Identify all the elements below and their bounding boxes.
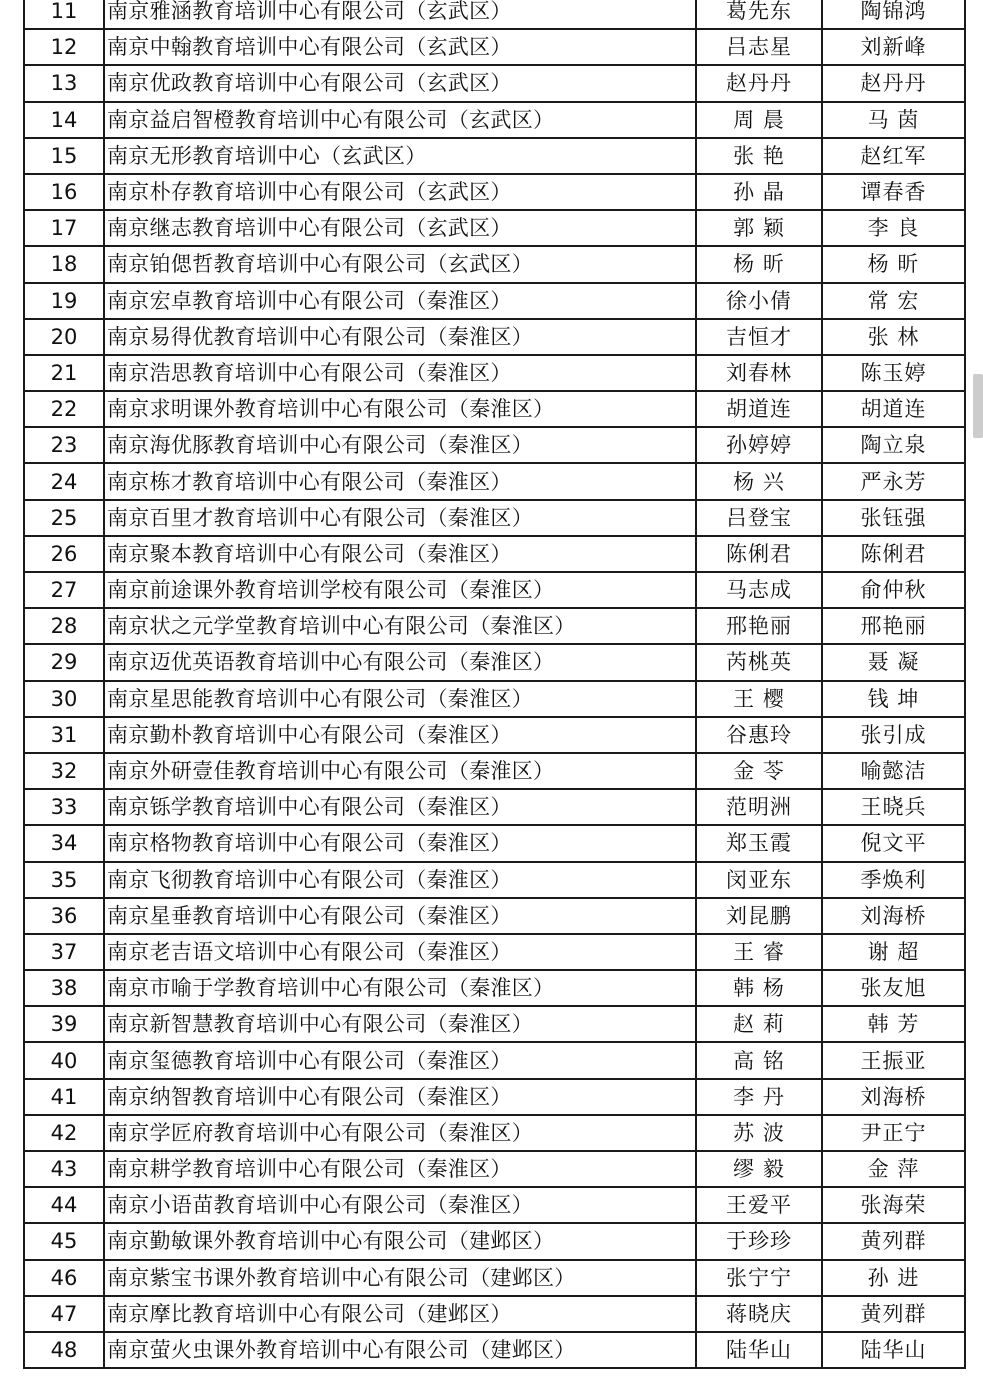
person-primary: 谷惠玲 — [696, 717, 822, 753]
person-primary: 郑玉霞 — [696, 825, 822, 861]
person-primary: 苏 波 — [696, 1115, 822, 1151]
table-row — [24, 0, 965, 29]
person-primary: 刘春林 — [696, 355, 822, 391]
person-primary: 芮桃英 — [696, 644, 822, 680]
person-secondary: 钱 坤 — [822, 681, 965, 717]
institution-name: 南京无形教育培训中心（玄武区） — [104, 138, 696, 174]
row-number: 14 — [24, 102, 104, 138]
scrollbar-thumb[interactable] — [973, 374, 983, 438]
institution-name: 南京纳智教育培训中心有限公司（秦淮区） — [104, 1079, 696, 1115]
row-number: 13 — [24, 65, 104, 101]
row-number: 46 — [24, 1260, 104, 1296]
institution-name: 南京小语苗教育培训中心有限公司（秦淮区） — [104, 1187, 696, 1223]
person-secondary: 张 林 — [822, 319, 965, 355]
person-secondary: 黄列群 — [822, 1223, 965, 1259]
person-primary: 范明洲 — [696, 789, 822, 825]
row-number: 30 — [24, 681, 104, 717]
person-primary: 赵 莉 — [696, 1006, 822, 1042]
institution-name: 南京铂偲哲教育培训中心有限公司（玄武区） — [104, 246, 696, 282]
person-primary: 韩 杨 — [696, 970, 822, 1006]
table-row — [24, 391, 965, 427]
row-number: 35 — [24, 862, 104, 898]
institution-name: 南京老吉语文培训中心有限公司（秦淮区） — [104, 934, 696, 970]
institution-name: 南京摩比教育培训中心有限公司（建邺区） — [104, 1296, 696, 1332]
person-secondary: 喻懿洁 — [822, 753, 965, 789]
table-row — [24, 1115, 965, 1151]
roster-table-body — [24, 0, 965, 1368]
row-number: 41 — [24, 1079, 104, 1115]
institution-name: 南京星思能教育培训中心有限公司（秦淮区） — [104, 681, 696, 717]
person-secondary: 陶锦鸿 — [822, 0, 965, 29]
person-secondary: 陈玉婷 — [822, 355, 965, 391]
person-primary: 蒋晓庆 — [696, 1296, 822, 1332]
table-row — [24, 862, 965, 898]
row-number: 22 — [24, 391, 104, 427]
person-secondary: 尹正宁 — [822, 1115, 965, 1151]
person-secondary: 陈俐君 — [822, 536, 965, 572]
person-primary: 吕登宝 — [696, 500, 822, 536]
institution-name: 南京新智慧教育培训中心有限公司（秦淮区） — [104, 1006, 696, 1042]
row-number: 37 — [24, 934, 104, 970]
person-primary: 陆华山 — [696, 1332, 822, 1368]
table-row — [24, 934, 965, 970]
table-row — [24, 1223, 965, 1259]
table-row — [24, 1332, 965, 1368]
institution-name: 南京聚本教育培训中心有限公司（秦淮区） — [104, 536, 696, 572]
table-row — [24, 970, 965, 1006]
person-primary: 徐小倩 — [696, 283, 822, 319]
table-row — [24, 644, 965, 680]
person-primary: 于珍珍 — [696, 1223, 822, 1259]
row-number: 36 — [24, 898, 104, 934]
row-number: 24 — [24, 463, 104, 499]
institution-name: 南京前途课外教育培训学校有限公司（秦淮区） — [104, 572, 696, 608]
institution-name: 南京紫宝书课外教育培训中心有限公司（建邺区） — [104, 1260, 696, 1296]
institution-name: 南京中翰教育培训中心有限公司（玄武区） — [104, 29, 696, 65]
table-row — [24, 65, 965, 101]
person-secondary: 张引成 — [822, 717, 965, 753]
table-row — [24, 500, 965, 536]
table-row — [24, 717, 965, 753]
row-number: 25 — [24, 500, 104, 536]
row-number: 44 — [24, 1187, 104, 1223]
table-row — [24, 1079, 965, 1115]
row-number: 23 — [24, 427, 104, 463]
table-row — [24, 427, 965, 463]
table-row — [24, 825, 965, 861]
table-row — [24, 681, 965, 717]
row-number: 18 — [24, 246, 104, 282]
table-row — [24, 246, 965, 282]
institution-name: 南京求明课外教育培训中心有限公司（秦淮区） — [104, 391, 696, 427]
person-primary: 王爱平 — [696, 1187, 822, 1223]
person-primary: 缪 毅 — [696, 1151, 822, 1187]
row-number: 27 — [24, 572, 104, 608]
person-secondary: 孙 进 — [822, 1260, 965, 1296]
row-number: 29 — [24, 644, 104, 680]
person-primary: 刘昆鹏 — [696, 898, 822, 934]
person-primary: 王 睿 — [696, 934, 822, 970]
row-number: 31 — [24, 717, 104, 753]
person-primary: 张 艳 — [696, 138, 822, 174]
person-primary: 孙婷婷 — [696, 427, 822, 463]
person-secondary: 王晓兵 — [822, 789, 965, 825]
table-row — [24, 138, 965, 174]
row-number: 39 — [24, 1006, 104, 1042]
institution-name: 南京星垂教育培训中心有限公司（秦淮区） — [104, 898, 696, 934]
person-primary: 孙 晶 — [696, 174, 822, 210]
row-number: 33 — [24, 789, 104, 825]
row-number: 34 — [24, 825, 104, 861]
table-row — [24, 536, 965, 572]
person-primary: 杨 昕 — [696, 246, 822, 282]
person-secondary: 陶立泉 — [822, 427, 965, 463]
institution-name: 南京益启智橙教育培训中心有限公司（玄武区） — [104, 102, 696, 138]
table-row — [24, 29, 965, 65]
table-row — [24, 319, 965, 355]
row-number: 12 — [24, 29, 104, 65]
institution-name: 南京朴存教育培训中心有限公司（玄武区） — [104, 174, 696, 210]
person-primary: 邢艳丽 — [696, 608, 822, 644]
person-primary: 马志成 — [696, 572, 822, 608]
person-secondary: 谭春香 — [822, 174, 965, 210]
table-row — [24, 174, 965, 210]
table-row — [24, 789, 965, 825]
row-number: 47 — [24, 1296, 104, 1332]
table-row — [24, 1042, 965, 1078]
institution-name: 南京格物教育培训中心有限公司（秦淮区） — [104, 825, 696, 861]
row-number: 16 — [24, 174, 104, 210]
institution-name: 南京外研壹佳教育培训中心有限公司（秦淮区） — [104, 753, 696, 789]
person-primary: 高 铭 — [696, 1042, 822, 1078]
row-number: 32 — [24, 753, 104, 789]
person-primary: 王 樱 — [696, 681, 822, 717]
person-primary: 陈俐君 — [696, 536, 822, 572]
table-row — [24, 463, 965, 499]
table-row — [24, 210, 965, 246]
person-secondary: 刘海桥 — [822, 1079, 965, 1115]
institution-name: 南京易得优教育培训中心有限公司（秦淮区） — [104, 319, 696, 355]
row-number: 20 — [24, 319, 104, 355]
person-secondary: 赵丹丹 — [822, 65, 965, 101]
institution-name: 南京耕学教育培训中心有限公司（秦淮区） — [104, 1151, 696, 1187]
person-secondary: 俞仲秋 — [822, 572, 965, 608]
row-number: 45 — [24, 1223, 104, 1259]
row-number: 43 — [24, 1151, 104, 1187]
table-row — [24, 608, 965, 644]
person-secondary: 杨 昕 — [822, 246, 965, 282]
person-primary: 金 苓 — [696, 753, 822, 789]
institution-name: 南京状之元学堂教育培训中心有限公司（秦淮区） — [104, 608, 696, 644]
institution-name: 南京优政教育培训中心有限公司（玄武区） — [104, 65, 696, 101]
row-number: 42 — [24, 1115, 104, 1151]
person-secondary: 胡道连 — [822, 391, 965, 427]
person-primary: 胡道连 — [696, 391, 822, 427]
person-secondary: 严永芳 — [822, 463, 965, 499]
person-secondary: 张钰强 — [822, 500, 965, 536]
row-number: 19 — [24, 283, 104, 319]
institution-name: 南京学匠府教育培训中心有限公司（秦淮区） — [104, 1115, 696, 1151]
row-number: 26 — [24, 536, 104, 572]
person-secondary: 王振亚 — [822, 1042, 965, 1078]
person-secondary: 韩 芳 — [822, 1006, 965, 1042]
table-row — [24, 898, 965, 934]
person-secondary: 陆华山 — [822, 1332, 965, 1368]
row-number: 21 — [24, 355, 104, 391]
institution-name: 南京勤朴教育培训中心有限公司（秦淮区） — [104, 717, 696, 753]
institution-name: 南京迈优英语教育培训中心有限公司（秦淮区） — [104, 644, 696, 680]
row-number: 11 — [24, 0, 104, 29]
table-row — [24, 753, 965, 789]
row-number: 48 — [24, 1332, 104, 1368]
table-row — [24, 1187, 965, 1223]
person-primary: 闵亚东 — [696, 862, 822, 898]
person-primary: 吉恒才 — [696, 319, 822, 355]
table-row — [24, 355, 965, 391]
table-row — [24, 1296, 965, 1332]
person-secondary: 常 宏 — [822, 283, 965, 319]
person-primary: 吕志星 — [696, 29, 822, 65]
institution-name: 南京栋才教育培训中心有限公司（秦淮区） — [104, 463, 696, 499]
person-primary: 葛先东 — [696, 0, 822, 29]
row-number: 40 — [24, 1042, 104, 1078]
table-row — [24, 1006, 965, 1042]
institution-name: 南京飞彻教育培训中心有限公司（秦淮区） — [104, 862, 696, 898]
person-secondary: 聂 凝 — [822, 644, 965, 680]
institution-roster-table — [23, 0, 966, 1369]
table-row — [24, 102, 965, 138]
person-secondary: 李 良 — [822, 210, 965, 246]
row-number: 38 — [24, 970, 104, 1006]
institution-name: 南京勤敏课外教育培训中心有限公司（建邺区） — [104, 1223, 696, 1259]
person-secondary: 张海荣 — [822, 1187, 965, 1223]
institution-name: 南京铄学教育培训中心有限公司（秦淮区） — [104, 789, 696, 825]
person-secondary: 马 茵 — [822, 102, 965, 138]
person-primary: 李 丹 — [696, 1079, 822, 1115]
row-number: 28 — [24, 608, 104, 644]
person-primary: 张宁宁 — [696, 1260, 822, 1296]
row-number: 15 — [24, 138, 104, 174]
person-secondary: 黄列群 — [822, 1296, 965, 1332]
person-secondary: 张友旭 — [822, 970, 965, 1006]
institution-name: 南京玺德教育培训中心有限公司（秦淮区） — [104, 1042, 696, 1078]
institution-name: 南京海优豚教育培训中心有限公司（秦淮区） — [104, 427, 696, 463]
person-secondary: 倪文平 — [822, 825, 965, 861]
table-row — [24, 283, 965, 319]
table-row — [24, 1260, 965, 1296]
person-secondary: 赵红军 — [822, 138, 965, 174]
row-number: 17 — [24, 210, 104, 246]
institution-name: 南京百里才教育培训中心有限公司（秦淮区） — [104, 500, 696, 536]
institution-name: 南京萤火虫课外教育培训中心有限公司（建邺区） — [104, 1332, 696, 1368]
institution-name: 南京浩思教育培训中心有限公司（秦淮区） — [104, 355, 696, 391]
institution-name: 南京雅涵教育培训中心有限公司（玄武区） — [104, 0, 696, 29]
person-secondary: 季焕利 — [822, 862, 965, 898]
institution-name: 南京市喻于学教育培训中心有限公司（秦淮区） — [104, 970, 696, 1006]
person-primary: 赵丹丹 — [696, 65, 822, 101]
person-secondary: 谢 超 — [822, 934, 965, 970]
table-row — [24, 572, 965, 608]
person-secondary: 刘海桥 — [822, 898, 965, 934]
person-secondary: 邢艳丽 — [822, 608, 965, 644]
person-secondary: 刘新峰 — [822, 29, 965, 65]
table-row — [24, 1151, 965, 1187]
person-secondary: 金 萍 — [822, 1151, 965, 1187]
person-primary: 杨 兴 — [696, 463, 822, 499]
person-primary: 郭 颖 — [696, 210, 822, 246]
person-primary: 周 晨 — [696, 102, 822, 138]
institution-name: 南京宏卓教育培训中心有限公司（秦淮区） — [104, 283, 696, 319]
institution-name: 南京继志教育培训中心有限公司（玄武区） — [104, 210, 696, 246]
